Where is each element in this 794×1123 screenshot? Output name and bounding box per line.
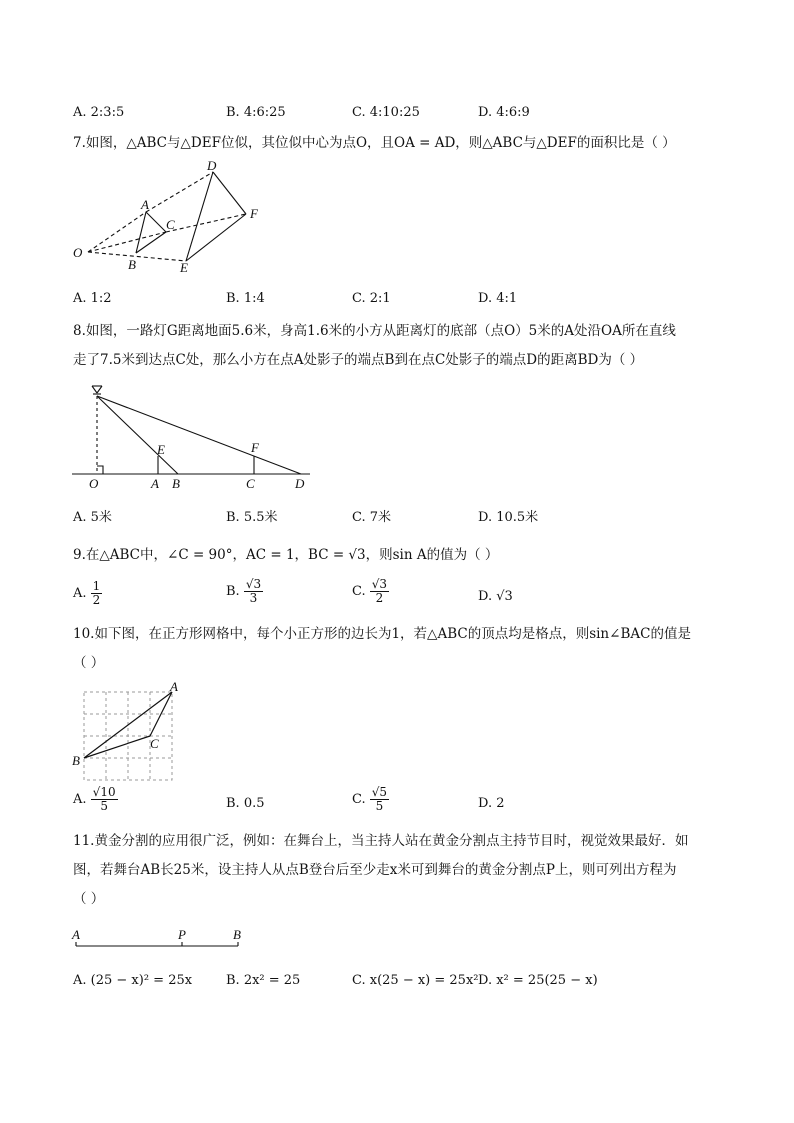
q7-label-d: D: [207, 160, 217, 173]
q11-stem-line2: 图，若舞台AB长25米，设主持人从点B登台后至少走x米可到舞台的黄金分割点P上，则可列出方程为: [73, 862, 677, 878]
q8-label-d: D: [295, 476, 305, 491]
q10-option-a: A. $\frac{√10}{5}$: [73, 785, 116, 813]
q11-stem-line1: 11.黄金分割的应用很广泛，例如：在舞台上，当主持人站在黄金分割点主持节目时，视觉效果最好．如: [73, 833, 689, 849]
q8-label-a: A: [151, 476, 159, 491]
q8-option-d: D. 10.5米: [478, 510, 539, 525]
q11-label-p: P: [178, 927, 186, 942]
q7-label-c: C: [166, 217, 175, 232]
q8-option-c: C. 7米: [352, 510, 392, 525]
q9-option-c: C. $\frac{√3}{2}$: [352, 577, 388, 605]
q8-stem-line2: 走了7.5米到达点C处，那么小方在点A处影子的端点B到在点C处影子的端点D的距离BD为（ ）: [73, 352, 644, 368]
q7-option-c: C. 2:1: [352, 291, 391, 306]
q11-stem-line3: （ ）: [73, 891, 105, 907]
q10-label-c: C: [150, 736, 159, 751]
q9-option-d: D. √3: [478, 589, 513, 604]
q11-option-a: A. (25 − x)² = 25x: [73, 973, 193, 988]
q11-label-b: B: [233, 927, 241, 942]
q6-option-a: A. 2:3:5: [73, 105, 125, 120]
q11-segment-figure: [70, 922, 250, 952]
q7-label-e: E: [180, 260, 188, 275]
q8-label-e: E: [157, 442, 165, 457]
q8-streetlight-figure: [70, 378, 315, 496]
q7-label-f: F: [250, 206, 258, 221]
q8-label-f: F: [251, 440, 259, 455]
q11-option-b: B. 2x² = 25: [226, 973, 301, 988]
q10-option-b: B. 0.5: [226, 796, 265, 811]
q7-homothety-figure: [70, 160, 270, 280]
q10-stem-line2: （ ）: [73, 655, 105, 671]
q8-label-c: C: [246, 476, 255, 491]
q11-label-a: A: [72, 927, 80, 942]
q10-stem-line1: 10.如下图，在正方形网格中，每个小正方形的边长为1，若△ABC的顶点均是格点，则sin∠BAC的值是: [73, 626, 691, 642]
q7-stem: 7.如图，△ABC与△DEF位似，其位似中心为点O，且OA = AD，则△ABC与△DEF的面积比是（ ）: [73, 135, 676, 151]
q9-option-b: B. $\frac{√3}{3}$: [226, 577, 262, 605]
q10-option-d: D. 2: [478, 796, 505, 811]
q7-option-b: B. 1:4: [226, 291, 265, 306]
q10-label-b: B: [72, 753, 80, 768]
q11-option-c: C. x(25 − x) = 25x²: [352, 973, 479, 988]
q7-label-b: B: [128, 257, 136, 272]
q9-option-a: A. $\frac{1}{2}$: [73, 579, 101, 607]
q6-option-d: D. 4:6:9: [478, 105, 530, 120]
q7-option-a: A. 1:2: [73, 291, 112, 306]
q10-grid-figure: [70, 678, 190, 786]
q6-option-b: B. 4:6:25: [226, 105, 286, 120]
q7-option-d: D. 4:1: [478, 291, 518, 306]
q8-stem-line1: 8.如图，一路灯G距离地面5.6米，身高1.6米的小方从距离灯的底部（点O）5米的A处沿OA所在直线: [73, 323, 676, 339]
q8-option-a: A. 5米: [73, 510, 112, 525]
q8-option-b: B. 5.5米: [226, 510, 278, 525]
q9-stem: 9.在△ABC中，∠C = 90°，AC = 1，BC = √3，则sin A的值为（ ）: [73, 547, 499, 563]
q10-label-a: A: [170, 679, 178, 694]
q8-label-o: O: [89, 476, 99, 491]
q11-option-d: D. x² = 25(25 − x): [478, 973, 598, 988]
q7-label-o: O: [73, 245, 83, 260]
q10-option-c: C. $\frac{√5}{5}$: [352, 785, 388, 813]
q8-label-b: B: [172, 476, 180, 491]
q7-label-a: A: [141, 197, 149, 212]
q6-option-c: C. 4:10:25: [352, 105, 420, 120]
